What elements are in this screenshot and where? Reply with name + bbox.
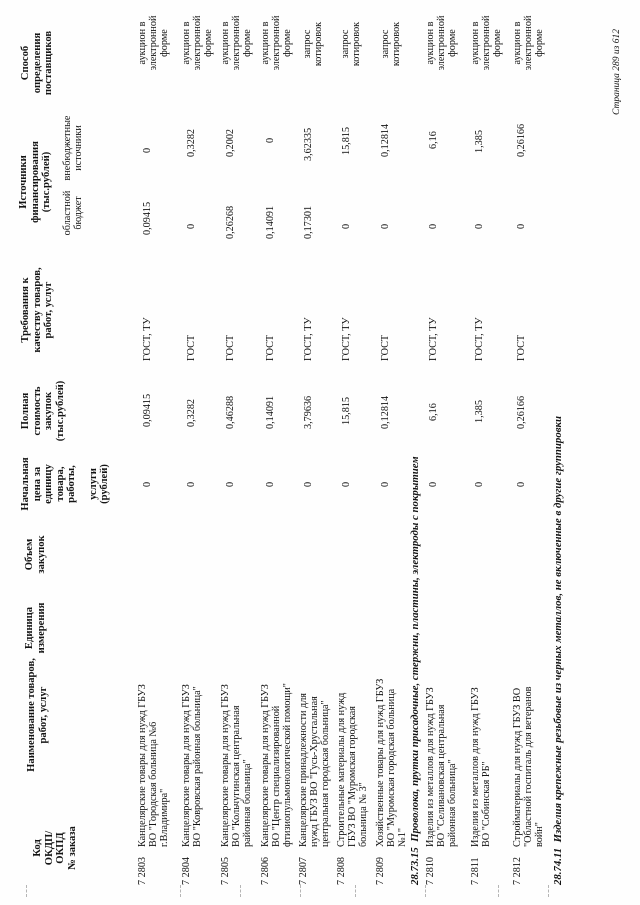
row-name: Канцелярские товары для нужд ГБУЗ ВО "Центр специализированной фтизиопульмонологической помощи" — [260, 683, 293, 847]
row-extra: 15,815 — [341, 126, 352, 155]
row-total: 0,3282 — [186, 398, 197, 427]
row-price: 0 — [265, 481, 276, 487]
row-price: 0 — [516, 481, 527, 487]
row-extra: 0,26166 — [516, 123, 527, 157]
row-regional: 0 — [186, 223, 197, 229]
row-extra: 6,16 — [428, 131, 439, 149]
row-total: 0,12814 — [380, 395, 391, 429]
section-title: Проволока, прутки присадочные, стержни, пластины, электроды с покрытием — [409, 456, 421, 842]
row-req: ГОСТ, ТУ — [428, 317, 439, 361]
row-regional: 0,26268 — [225, 205, 236, 239]
row-method: аукцион в электронной форме — [470, 15, 503, 71]
section-heading — [410, 456, 421, 885]
row-total: 3,79636 — [303, 395, 314, 429]
row-req: ГОСТ, ТУ — [341, 317, 352, 361]
row-total: 1,385 — [474, 400, 485, 423]
row-price: 0 — [474, 481, 485, 487]
scan-mark — [355, 885, 356, 897]
scan-mark — [240, 885, 241, 897]
row-price: 0 — [186, 481, 197, 487]
row-method: аукцион в электронной форме — [425, 15, 458, 71]
scan-mark — [548, 885, 549, 897]
row-req: ГОСТ, ТУ — [474, 317, 485, 361]
header-funding: Источники финансирования (тыс.рублей) — [18, 141, 52, 223]
row-method: аукцион в электронной форме — [512, 15, 545, 71]
row-extra: 0 — [265, 137, 276, 143]
row-regional: 0,17301 — [303, 205, 314, 239]
row-price: 0 — [428, 481, 439, 487]
row-method: запрос котировок — [380, 21, 402, 67]
row-regional: 0,09415 — [142, 201, 153, 235]
header-method: Способ определения поставщиков — [20, 30, 54, 96]
header-total-cost: Полная стоимость закупок (тыс.рублей) — [20, 380, 66, 442]
header-regional-budget: областной бюджет — [62, 190, 84, 236]
row-method: запрос котировок — [302, 21, 324, 67]
row-code: 7 2811 — [470, 857, 481, 885]
row-price: 0 — [380, 481, 391, 487]
row-name: Строительные материалы для нужд ГБУЗ ВО "Муромская городская больница № 3" — [336, 692, 369, 847]
row-code: 7 2812 — [512, 856, 523, 885]
row-name: Изделия из металлов для нужд ГБУЗ ВО "Собинская РБ" — [470, 687, 492, 847]
scan-mark — [26, 885, 27, 897]
row-name: Канцелярские принадлежности для нужд ГБУЗ ВО "Гусь-Хрустальная центральная городская больница" — [298, 693, 331, 847]
row-extra: 1,385 — [474, 130, 485, 153]
row-code: 7 2809 — [375, 856, 386, 885]
row-code: 7 2805 — [220, 856, 231, 885]
row-total: 6,16 — [428, 403, 439, 421]
header-start-price: Начальная цена за единицу товара, работы, услуги (рублей) — [20, 457, 110, 511]
scan-mark — [425, 885, 426, 897]
row-regional: 0 — [380, 223, 391, 229]
row-code: 7 2807 — [298, 856, 309, 885]
row-regional: 0 — [474, 223, 485, 229]
header-extrabudget: внебюджетные источники — [62, 115, 84, 181]
row-price: 0 — [341, 481, 352, 487]
header-requirements: Требования к качеству товаров, работ, услуг — [20, 267, 54, 353]
row-req: ГОСТ — [265, 334, 276, 361]
row-price: 0 — [225, 481, 236, 487]
row-req: ГОСТ — [225, 334, 236, 361]
row-total: 0,14091 — [265, 395, 276, 429]
row-price: 0 — [303, 481, 314, 487]
row-code: 7 2803 — [137, 856, 148, 885]
row-regional: 0 — [428, 223, 439, 229]
row-extra: 0,12814 — [380, 123, 391, 157]
section-title: Изделия крепежные резьбовые из черных металлов, не включенные в другие группировки — [552, 415, 564, 843]
row-code: 7 2808 — [336, 856, 347, 885]
row-regional: 0 — [516, 223, 527, 229]
row-name: Хозяйственные товары для нужд ГБУЗ ВО "Муромская городская больница №1" — [375, 678, 408, 847]
row-total: 15,815 — [341, 396, 352, 425]
row-name: Канцелярские товары для нужд ГБУЗ ВО "Ковровская районная больница" — [181, 684, 203, 847]
row-name: Стройматериалы для нужд ГБУЗ ВО "Областной госпиталь для ветеранов войн" — [512, 686, 545, 847]
row-name: Изделия из металлов для нужд ГБУЗ ВО "Селивановская центральная районная больница" — [425, 687, 458, 847]
row-req: ГОСТ, ТУ — [142, 317, 153, 361]
row-price: 0 — [142, 481, 153, 487]
scan-mark — [180, 885, 181, 897]
row-extra: 3,62335 — [303, 127, 314, 161]
row-method: аукцион в электронной форме — [260, 15, 293, 71]
row-name: Канцелярские товары для нужд ГБУЗ ВО "Городская больница №6 г.Владимира" — [137, 684, 170, 847]
header-volume: Объем закупок — [24, 535, 47, 574]
row-req: ГОСТ — [186, 334, 197, 361]
row-regional: 0,14091 — [265, 205, 276, 239]
section-heading — [553, 416, 564, 885]
section-code: 28.73.15 — [409, 847, 421, 885]
row-req: ГОСТ — [516, 334, 527, 361]
section-code: 28.74.11 — [552, 847, 564, 885]
row-method: аукцион в электронной форме — [181, 15, 214, 71]
row-code: 7 2804 — [181, 856, 192, 885]
row-method: аукцион в электронной форме — [220, 15, 253, 71]
page-footer: Страница 289 из 612 — [612, 29, 622, 115]
scan-mark — [498, 885, 499, 897]
row-regional: 0 — [341, 223, 352, 229]
row-extra: 0,2002 — [225, 128, 236, 157]
row-method: запрос котировок — [340, 21, 362, 67]
row-name: Канцелярские товары для нужд ГБУЗ ВО "Кольчугинская центральная районная больница" — [220, 684, 253, 847]
row-extra: 0,3282 — [186, 128, 197, 157]
row-req: ГОСТ, ТУ — [303, 317, 314, 361]
header-unit: Единица измерения — [24, 602, 47, 654]
row-total: 0,26166 — [516, 395, 527, 429]
row-code: 7 2810 — [425, 856, 436, 885]
row-total: 0,46288 — [225, 395, 236, 429]
row-extra: 0 — [142, 147, 153, 153]
header-code: Код ОКДП/ ОКПД № заказа — [32, 826, 78, 870]
row-code: 7 2806 — [260, 856, 271, 885]
header-name: Наименование товаров, работ, услуг — [26, 658, 49, 772]
scan-mark — [300, 885, 301, 897]
row-req: ГОСТ — [380, 334, 391, 361]
row-total: 0,09415 — [142, 393, 153, 427]
row-method: аукцион в электронной форме — [137, 15, 170, 71]
